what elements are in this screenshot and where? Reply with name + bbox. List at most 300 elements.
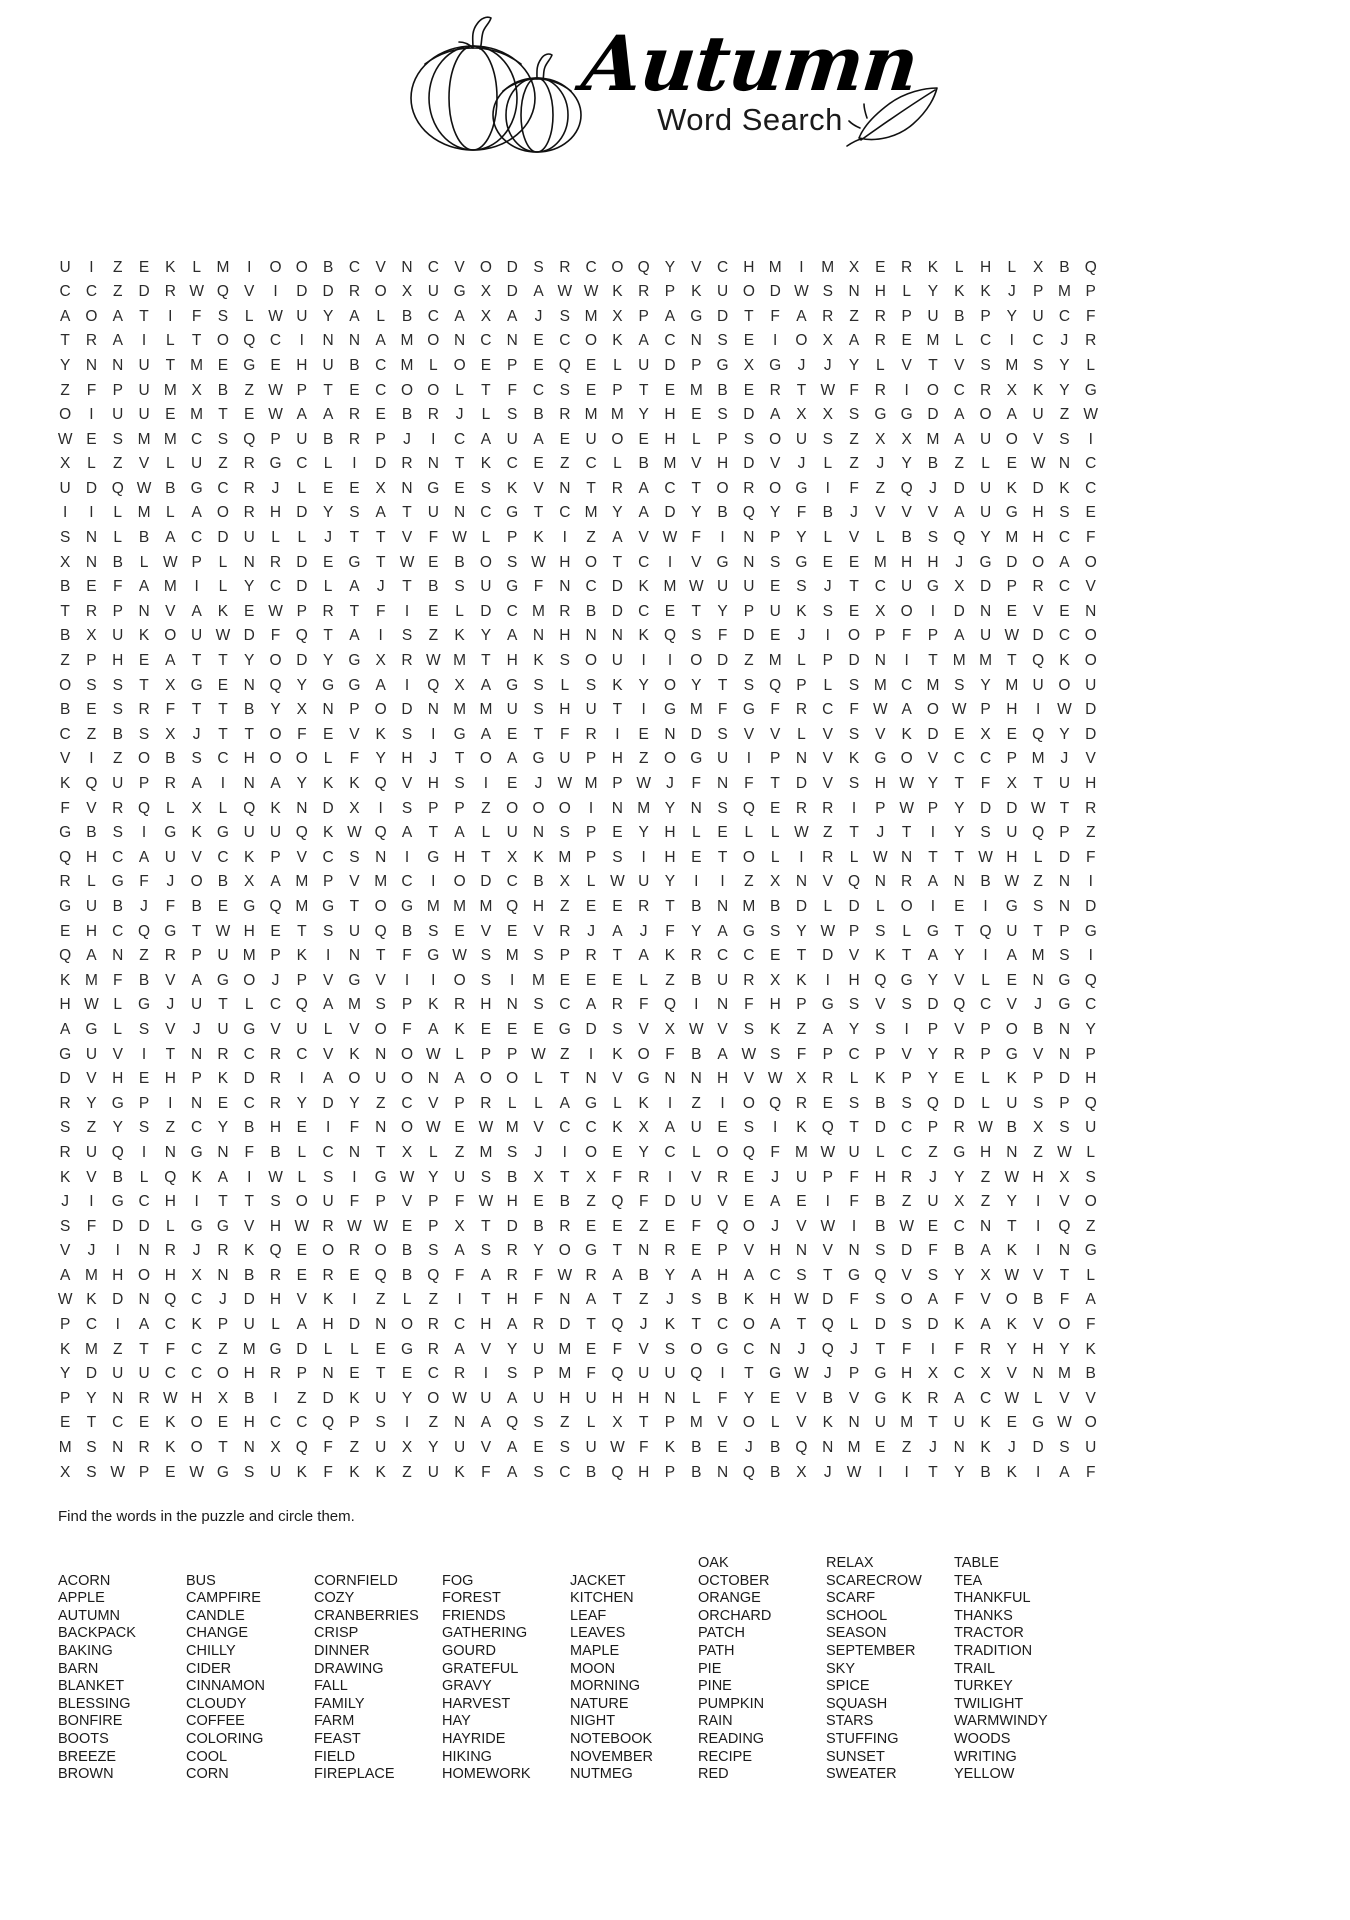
grid-letter[interactable]: R <box>795 701 808 719</box>
grid-letter[interactable]: Y <box>980 529 991 547</box>
word-list-item[interactable]: KITCHEN <box>570 1590 634 1607</box>
grid-letter[interactable]: N <box>401 258 413 276</box>
grid-letter[interactable]: F <box>980 775 991 793</box>
grid-letter[interactable]: V <box>480 922 492 940</box>
grid-letter[interactable]: X <box>769 971 781 989</box>
grid-letter[interactable]: J <box>534 1143 543 1161</box>
grid-letter[interactable]: V <box>717 1193 728 1211</box>
grid-letter[interactable]: M <box>347 996 361 1014</box>
grid-letter[interactable]: H <box>112 652 124 670</box>
grid-letter[interactable]: O <box>1005 430 1018 448</box>
grid-letter[interactable]: O <box>216 1365 229 1383</box>
grid-letter[interactable]: U <box>375 1070 387 1088</box>
grid-letter[interactable]: Q <box>295 824 308 842</box>
grid-letter[interactable]: S <box>59 529 71 547</box>
grid-letter[interactable]: B <box>533 873 544 891</box>
grid-letter[interactable]: I <box>483 1365 489 1383</box>
grid-letter[interactable]: Z <box>1085 824 1096 842</box>
grid-letter[interactable]: V <box>270 1020 281 1038</box>
grid-letter[interactable]: R <box>138 701 150 719</box>
word-list-item[interactable]: BACKPACK <box>58 1625 136 1642</box>
grid-letter[interactable]: R <box>953 1045 965 1063</box>
grid-letter[interactable]: E <box>954 1070 965 1088</box>
grid-letter[interactable]: T <box>139 676 149 694</box>
grid-letter[interactable]: Z <box>980 1168 991 1186</box>
grid-letter[interactable]: Y <box>664 873 676 891</box>
grid-letter[interactable]: Z <box>375 1094 386 1112</box>
grid-letter[interactable]: H <box>112 1266 124 1284</box>
grid-letter[interactable]: V <box>1085 578 1096 596</box>
grid-letter[interactable]: Z <box>691 1094 701 1112</box>
grid-letter[interactable]: T <box>349 897 360 915</box>
grid-letter[interactable]: L <box>166 504 175 522</box>
grid-letter[interactable]: A <box>1006 406 1017 424</box>
grid-letter[interactable]: B <box>112 553 123 571</box>
grid-letter[interactable]: R <box>585 947 597 965</box>
grid-letter[interactable]: V <box>1085 750 1096 768</box>
grid-letter[interactable]: B <box>822 504 833 522</box>
word-list-item[interactable]: TRAIL <box>954 1660 996 1677</box>
grid-letter[interactable]: M <box>190 356 204 374</box>
grid-letter[interactable]: N <box>1058 455 1071 473</box>
grid-letter[interactable]: S <box>59 1119 71 1137</box>
grid-letter[interactable]: Y <box>322 504 334 522</box>
grid-letter[interactable]: I <box>115 1316 120 1334</box>
grid-letter[interactable]: S <box>559 824 570 842</box>
grid-letter[interactable]: E <box>691 1242 702 1260</box>
grid-letter[interactable]: S <box>691 1291 702 1309</box>
grid-letter[interactable]: R <box>953 1119 965 1137</box>
grid-letter[interactable]: D <box>243 1070 255 1088</box>
grid-letter[interactable]: Y <box>244 578 255 596</box>
word-list-item[interactable]: TRACTOR <box>954 1625 1024 1642</box>
grid-letter[interactable]: P <box>86 652 97 670</box>
grid-letter[interactable]: G <box>874 406 887 424</box>
grid-letter[interactable]: S <box>244 1463 255 1481</box>
grid-letter[interactable]: S <box>717 799 728 817</box>
grid-letter[interactable]: J <box>666 1291 674 1309</box>
grid-letter[interactable]: A <box>86 947 97 965</box>
grid-letter[interactable]: N <box>375 1045 387 1063</box>
grid-letter[interactable]: L <box>1086 356 1096 374</box>
grid-letter[interactable]: J <box>455 406 464 424</box>
grid-letter[interactable]: E <box>217 897 229 915</box>
grid-letter[interactable]: I <box>983 897 988 915</box>
grid-letter[interactable]: A <box>1085 1291 1096 1309</box>
grid-letter[interactable]: C <box>296 1414 308 1432</box>
grid-letter[interactable]: H <box>85 922 98 940</box>
grid-letter[interactable]: J <box>876 824 885 842</box>
grid-letter[interactable]: R <box>112 799 124 817</box>
grid-letter[interactable]: Q <box>848 873 861 891</box>
grid-letter[interactable]: U <box>664 1365 676 1383</box>
grid-letter[interactable]: E <box>270 356 281 374</box>
grid-letter[interactable]: J <box>929 479 937 497</box>
grid-letter[interactable]: J <box>1060 750 1069 768</box>
grid-letter[interactable]: A <box>822 1020 833 1038</box>
grid-letter[interactable]: G <box>400 897 414 915</box>
grid-letter[interactable]: I <box>641 701 646 719</box>
grid-letter[interactable]: M <box>84 1340 98 1358</box>
grid-letter[interactable]: D <box>59 1070 71 1088</box>
grid-letter[interactable]: G <box>1084 381 1097 399</box>
grid-letter[interactable]: S <box>691 627 702 645</box>
grid-letter[interactable]: N <box>112 356 124 374</box>
grid-letter[interactable]: M <box>558 1340 572 1358</box>
grid-letter[interactable]: Q <box>874 1266 887 1284</box>
grid-letter[interactable]: S <box>848 676 860 694</box>
grid-letter[interactable]: X <box>796 1070 807 1088</box>
grid-letter[interactable]: C <box>217 750 229 768</box>
grid-letter[interactable]: G <box>506 578 519 596</box>
grid-letter[interactable]: M <box>400 332 414 350</box>
grid-letter[interactable]: H <box>85 848 98 866</box>
grid-letter[interactable]: U <box>112 627 124 645</box>
grid-letter[interactable]: O <box>716 479 729 497</box>
grid-letter[interactable]: H <box>874 283 886 301</box>
grid-letter[interactable]: Z <box>113 455 123 473</box>
grid-letter[interactable]: E <box>217 1094 229 1112</box>
grid-letter[interactable]: Q <box>1032 652 1045 670</box>
grid-letter[interactable]: F <box>323 1439 333 1457</box>
grid-letter[interactable]: O <box>453 356 466 374</box>
grid-letter[interactable]: D <box>927 406 939 424</box>
grid-letter[interactable]: C <box>59 283 71 301</box>
grid-letter[interactable]: T <box>481 1217 491 1235</box>
grid-letter[interactable]: H <box>559 1389 571 1407</box>
grid-letter[interactable]: X <box>1032 258 1044 276</box>
grid-letter[interactable]: O <box>663 750 676 768</box>
grid-letter[interactable]: N <box>664 1070 676 1088</box>
grid-letter[interactable]: S <box>559 1439 570 1457</box>
grid-letter[interactable]: Q <box>742 504 755 522</box>
grid-letter[interactable]: V <box>822 873 833 891</box>
grid-letter[interactable]: M <box>532 602 545 620</box>
grid-letter[interactable]: H <box>927 553 939 571</box>
grid-letter[interactable]: C <box>585 1119 597 1137</box>
grid-letter[interactable]: B <box>769 897 781 915</box>
grid-letter[interactable]: W <box>636 775 651 793</box>
grid-letter[interactable]: B <box>533 1217 544 1235</box>
grid-letter[interactable]: B <box>112 725 123 743</box>
grid-letter[interactable]: I <box>720 529 725 547</box>
grid-letter[interactable]: L <box>166 799 175 817</box>
grid-letter[interactable]: Q <box>427 1266 440 1284</box>
grid-letter[interactable]: U <box>85 1143 98 1161</box>
grid-letter[interactable]: P <box>270 430 281 448</box>
grid-letter[interactable]: P <box>349 701 360 719</box>
grid-letter[interactable]: P <box>822 1168 833 1186</box>
grid-letter[interactable]: O <box>85 307 98 325</box>
word-list-item[interactable]: WOODS <box>954 1730 1011 1747</box>
grid-letter[interactable]: U <box>795 1168 808 1186</box>
grid-letter[interactable]: O <box>558 799 571 817</box>
grid-letter[interactable]: N <box>506 996 518 1014</box>
grid-letter[interactable]: D <box>874 1119 886 1137</box>
grid-letter[interactable]: S <box>480 947 492 965</box>
word-list-item[interactable]: RELAX <box>826 1555 874 1571</box>
grid-letter[interactable]: J <box>876 455 885 473</box>
grid-letter[interactable]: G <box>138 996 151 1014</box>
grid-letter[interactable]: Q <box>979 922 992 940</box>
grid-letter[interactable]: D <box>296 553 308 571</box>
grid-letter[interactable]: S <box>664 1340 676 1358</box>
grid-letter[interactable]: B <box>244 1389 255 1407</box>
grid-letter[interactable]: T <box>218 1193 228 1211</box>
grid-letter[interactable]: W <box>110 1463 126 1481</box>
grid-letter[interactable]: B <box>638 455 649 473</box>
grid-letter[interactable]: A <box>191 971 202 989</box>
grid-letter[interactable]: P <box>822 652 833 670</box>
grid-letter[interactable]: I <box>483 775 489 793</box>
grid-letter[interactable]: A <box>59 1266 71 1284</box>
grid-letter[interactable]: L <box>323 455 333 473</box>
grid-letter[interactable]: Q <box>269 676 282 694</box>
grid-letter[interactable]: S <box>822 283 833 301</box>
grid-letter[interactable]: E <box>375 406 386 424</box>
grid-letter[interactable]: D <box>296 578 308 596</box>
grid-letter[interactable]: O <box>348 1070 361 1088</box>
grid-letter[interactable]: O <box>690 1340 703 1358</box>
grid-letter[interactable]: D <box>1085 897 1097 915</box>
grid-letter[interactable]: I <box>720 1094 725 1112</box>
grid-letter[interactable]: A <box>138 578 150 596</box>
grid-letter[interactable]: K <box>612 1119 623 1137</box>
grid-letter[interactable]: R <box>322 1266 334 1284</box>
grid-letter[interactable]: U <box>85 897 98 915</box>
grid-letter[interactable]: K <box>217 602 229 620</box>
grid-letter[interactable]: A <box>296 1316 307 1334</box>
word-list-item[interactable]: SCARF <box>826 1590 876 1607</box>
grid-letter[interactable]: G <box>243 1020 256 1038</box>
grid-letter[interactable]: B <box>322 430 334 448</box>
grid-letter[interactable]: I <box>141 824 147 842</box>
grid-letter[interactable]: T <box>323 381 333 399</box>
grid-letter[interactable]: Q <box>611 1316 624 1334</box>
grid-letter[interactable]: I <box>141 1143 147 1161</box>
word-list-item[interactable]: SKY <box>826 1660 856 1677</box>
grid-letter[interactable]: P <box>875 1045 886 1063</box>
grid-letter[interactable]: X <box>743 356 755 374</box>
grid-letter[interactable]: H <box>59 996 71 1014</box>
grid-letter[interactable]: L <box>271 1316 280 1334</box>
grid-letter[interactable]: M <box>453 701 467 719</box>
word-list-item[interactable]: FOREST <box>442 1590 501 1607</box>
grid-letter[interactable]: N <box>1032 1365 1044 1383</box>
grid-letter[interactable]: Z <box>244 381 254 399</box>
grid-letter[interactable]: F <box>849 479 859 497</box>
grid-letter[interactable]: W <box>452 1389 467 1407</box>
grid-letter[interactable]: Z <box>428 627 439 645</box>
grid-letter[interactable]: R <box>164 947 176 965</box>
grid-letter[interactable]: T <box>375 947 386 965</box>
grid-letter[interactable]: Z <box>165 1119 176 1137</box>
grid-letter[interactable]: C <box>953 1365 965 1383</box>
grid-letter[interactable]: W <box>820 1143 836 1161</box>
word-list-item[interactable]: COFFEE <box>186 1713 245 1730</box>
grid-letter[interactable]: D <box>296 652 308 670</box>
grid-letter[interactable]: E <box>954 897 965 915</box>
grid-letter[interactable]: Y <box>59 1365 71 1383</box>
grid-letter[interactable]: Z <box>560 455 570 473</box>
grid-letter[interactable]: G <box>243 356 256 374</box>
grid-letter[interactable]: K <box>769 1020 781 1038</box>
grid-letter[interactable]: I <box>325 947 331 965</box>
grid-letter[interactable]: P <box>848 922 860 940</box>
grid-letter[interactable]: F <box>638 1193 649 1211</box>
grid-letter[interactable]: B <box>691 971 702 989</box>
word-list-item[interactable]: BONFIRE <box>58 1713 123 1730</box>
grid-letter[interactable]: I <box>247 258 252 276</box>
grid-letter[interactable]: D <box>664 1193 676 1211</box>
word-list-item[interactable]: BARN <box>58 1660 99 1677</box>
grid-letter[interactable]: S <box>401 799 413 817</box>
grid-letter[interactable]: O <box>164 627 177 645</box>
grid-letter[interactable]: P <box>664 283 676 301</box>
grid-letter[interactable]: E <box>349 1365 360 1383</box>
grid-letter[interactable]: I <box>983 947 988 965</box>
grid-letter[interactable]: K <box>743 1291 755 1309</box>
grid-letter[interactable]: B <box>138 971 150 989</box>
grid-letter[interactable]: A <box>296 406 307 424</box>
grid-letter[interactable]: F <box>560 725 570 743</box>
grid-letter[interactable]: A <box>270 873 281 891</box>
grid-letter[interactable]: D <box>979 578 992 596</box>
grid-letter[interactable]: O <box>690 652 703 670</box>
grid-letter[interactable]: U <box>1085 1119 1097 1137</box>
grid-letter[interactable]: E <box>796 1193 807 1211</box>
grid-letter[interactable]: Q <box>506 1414 519 1432</box>
grid-letter[interactable]: X <box>954 1193 965 1211</box>
grid-letter[interactable]: A <box>533 430 544 448</box>
grid-letter[interactable]: A <box>428 1020 439 1038</box>
grid-letter[interactable]: A <box>480 1414 492 1432</box>
grid-letter[interactable]: X <box>848 258 860 276</box>
grid-letter[interactable]: J <box>823 356 832 374</box>
grid-letter[interactable]: L <box>297 1143 307 1161</box>
grid-letter[interactable]: O <box>611 258 624 276</box>
grid-letter[interactable]: K <box>349 1463 360 1481</box>
grid-letter[interactable]: Q <box>164 1291 177 1309</box>
grid-letter[interactable]: P <box>743 602 755 620</box>
grid-letter[interactable]: C <box>664 1143 676 1161</box>
grid-letter[interactable]: W <box>268 602 283 620</box>
grid-letter[interactable]: L <box>376 307 386 325</box>
grid-letter[interactable]: V <box>875 725 886 743</box>
grid-letter[interactable]: E <box>138 1414 150 1432</box>
grid-letter[interactable]: C <box>559 332 571 350</box>
grid-letter[interactable]: E <box>769 947 781 965</box>
grid-letter[interactable]: U <box>559 750 571 768</box>
grid-letter[interactable]: U <box>506 824 518 842</box>
grid-letter[interactable]: O <box>742 1316 755 1334</box>
grid-letter[interactable]: D <box>611 602 623 620</box>
grid-letter[interactable]: O <box>558 1242 571 1260</box>
grid-letter[interactable]: V <box>533 479 544 497</box>
grid-letter[interactable]: C <box>348 258 361 276</box>
grid-letter[interactable]: D <box>348 1316 361 1334</box>
grid-letter[interactable]: O <box>59 676 72 694</box>
word-list-item[interactable]: THANKFUL <box>954 1590 1031 1607</box>
grid-letter[interactable]: W <box>1004 1168 1020 1186</box>
grid-letter[interactable]: I <box>1088 873 1093 891</box>
word-list-item[interactable]: HARVEST <box>442 1695 511 1712</box>
grid-letter[interactable]: P <box>980 701 991 719</box>
word-list-item[interactable]: CORNFIELD <box>314 1572 398 1589</box>
grid-letter[interactable]: N <box>85 529 98 547</box>
grid-letter[interactable]: F <box>612 1340 623 1358</box>
grid-letter[interactable]: D <box>506 1217 518 1235</box>
grid-letter[interactable]: U <box>979 479 992 497</box>
grid-letter[interactable]: F <box>665 1045 675 1063</box>
grid-letter[interactable]: R <box>217 1045 229 1063</box>
grid-letter[interactable]: O <box>585 332 598 350</box>
grid-letter[interactable]: L <box>954 332 964 350</box>
grid-letter[interactable]: E <box>901 332 912 350</box>
grid-letter[interactable]: B <box>822 1389 833 1407</box>
grid-letter[interactable]: M <box>610 406 624 424</box>
grid-letter[interactable]: F <box>113 578 123 596</box>
grid-letter[interactable]: I <box>299 1070 304 1088</box>
grid-letter[interactable]: I <box>851 799 857 817</box>
grid-letter[interactable]: C <box>191 430 203 448</box>
grid-letter[interactable]: N <box>953 1439 965 1457</box>
grid-letter[interactable]: A <box>664 1119 676 1137</box>
grid-letter[interactable]: Y <box>1085 1020 1096 1038</box>
grid-letter[interactable]: Q <box>295 627 308 645</box>
grid-letter[interactable]: M <box>505 1119 519 1137</box>
grid-letter[interactable]: F <box>717 701 728 719</box>
grid-letter[interactable]: L <box>113 1020 123 1038</box>
grid-letter[interactable]: D <box>322 1094 334 1112</box>
grid-letter[interactable]: I <box>89 750 94 768</box>
grid-letter[interactable]: A <box>717 1045 728 1063</box>
grid-letter[interactable]: A <box>454 1242 465 1260</box>
grid-letter[interactable]: R <box>269 1045 282 1063</box>
grid-letter[interactable]: E <box>875 258 886 276</box>
grid-letter[interactable]: S <box>848 775 860 793</box>
grid-letter[interactable]: F <box>691 529 701 547</box>
grid-letter[interactable]: V <box>349 1020 360 1038</box>
grid-letter[interactable]: K <box>375 1463 386 1481</box>
grid-letter[interactable]: D <box>401 701 413 719</box>
grid-letter[interactable]: H <box>480 996 492 1014</box>
grid-letter[interactable]: C <box>559 996 571 1014</box>
grid-letter[interactable]: H <box>874 1168 886 1186</box>
grid-letter[interactable]: I <box>352 455 357 473</box>
grid-letter[interactable]: T <box>375 1143 386 1161</box>
grid-letter[interactable]: N <box>559 479 571 497</box>
grid-letter[interactable]: X <box>980 1266 991 1284</box>
grid-letter[interactable]: C <box>979 750 992 768</box>
grid-letter[interactable]: F <box>849 701 859 719</box>
grid-letter[interactable]: Z <box>560 1045 570 1063</box>
grid-letter[interactable]: V <box>743 725 755 743</box>
grid-letter[interactable]: J <box>219 1291 227 1309</box>
grid-letter[interactable]: Q <box>269 897 282 915</box>
grid-letter[interactable]: L <box>87 455 96 473</box>
grid-letter[interactable]: V <box>875 504 886 522</box>
grid-letter[interactable]: U <box>585 1439 597 1457</box>
grid-letter[interactable]: R <box>585 725 597 743</box>
grid-letter[interactable]: L <box>534 1094 543 1112</box>
grid-letter[interactable]: D <box>112 1291 124 1309</box>
grid-letter[interactable]: T <box>928 356 938 374</box>
grid-letter[interactable]: N <box>822 1439 834 1457</box>
grid-letter[interactable]: S <box>954 676 965 694</box>
grid-letter[interactable]: Q <box>374 922 387 940</box>
grid-letter[interactable]: V <box>954 971 965 989</box>
